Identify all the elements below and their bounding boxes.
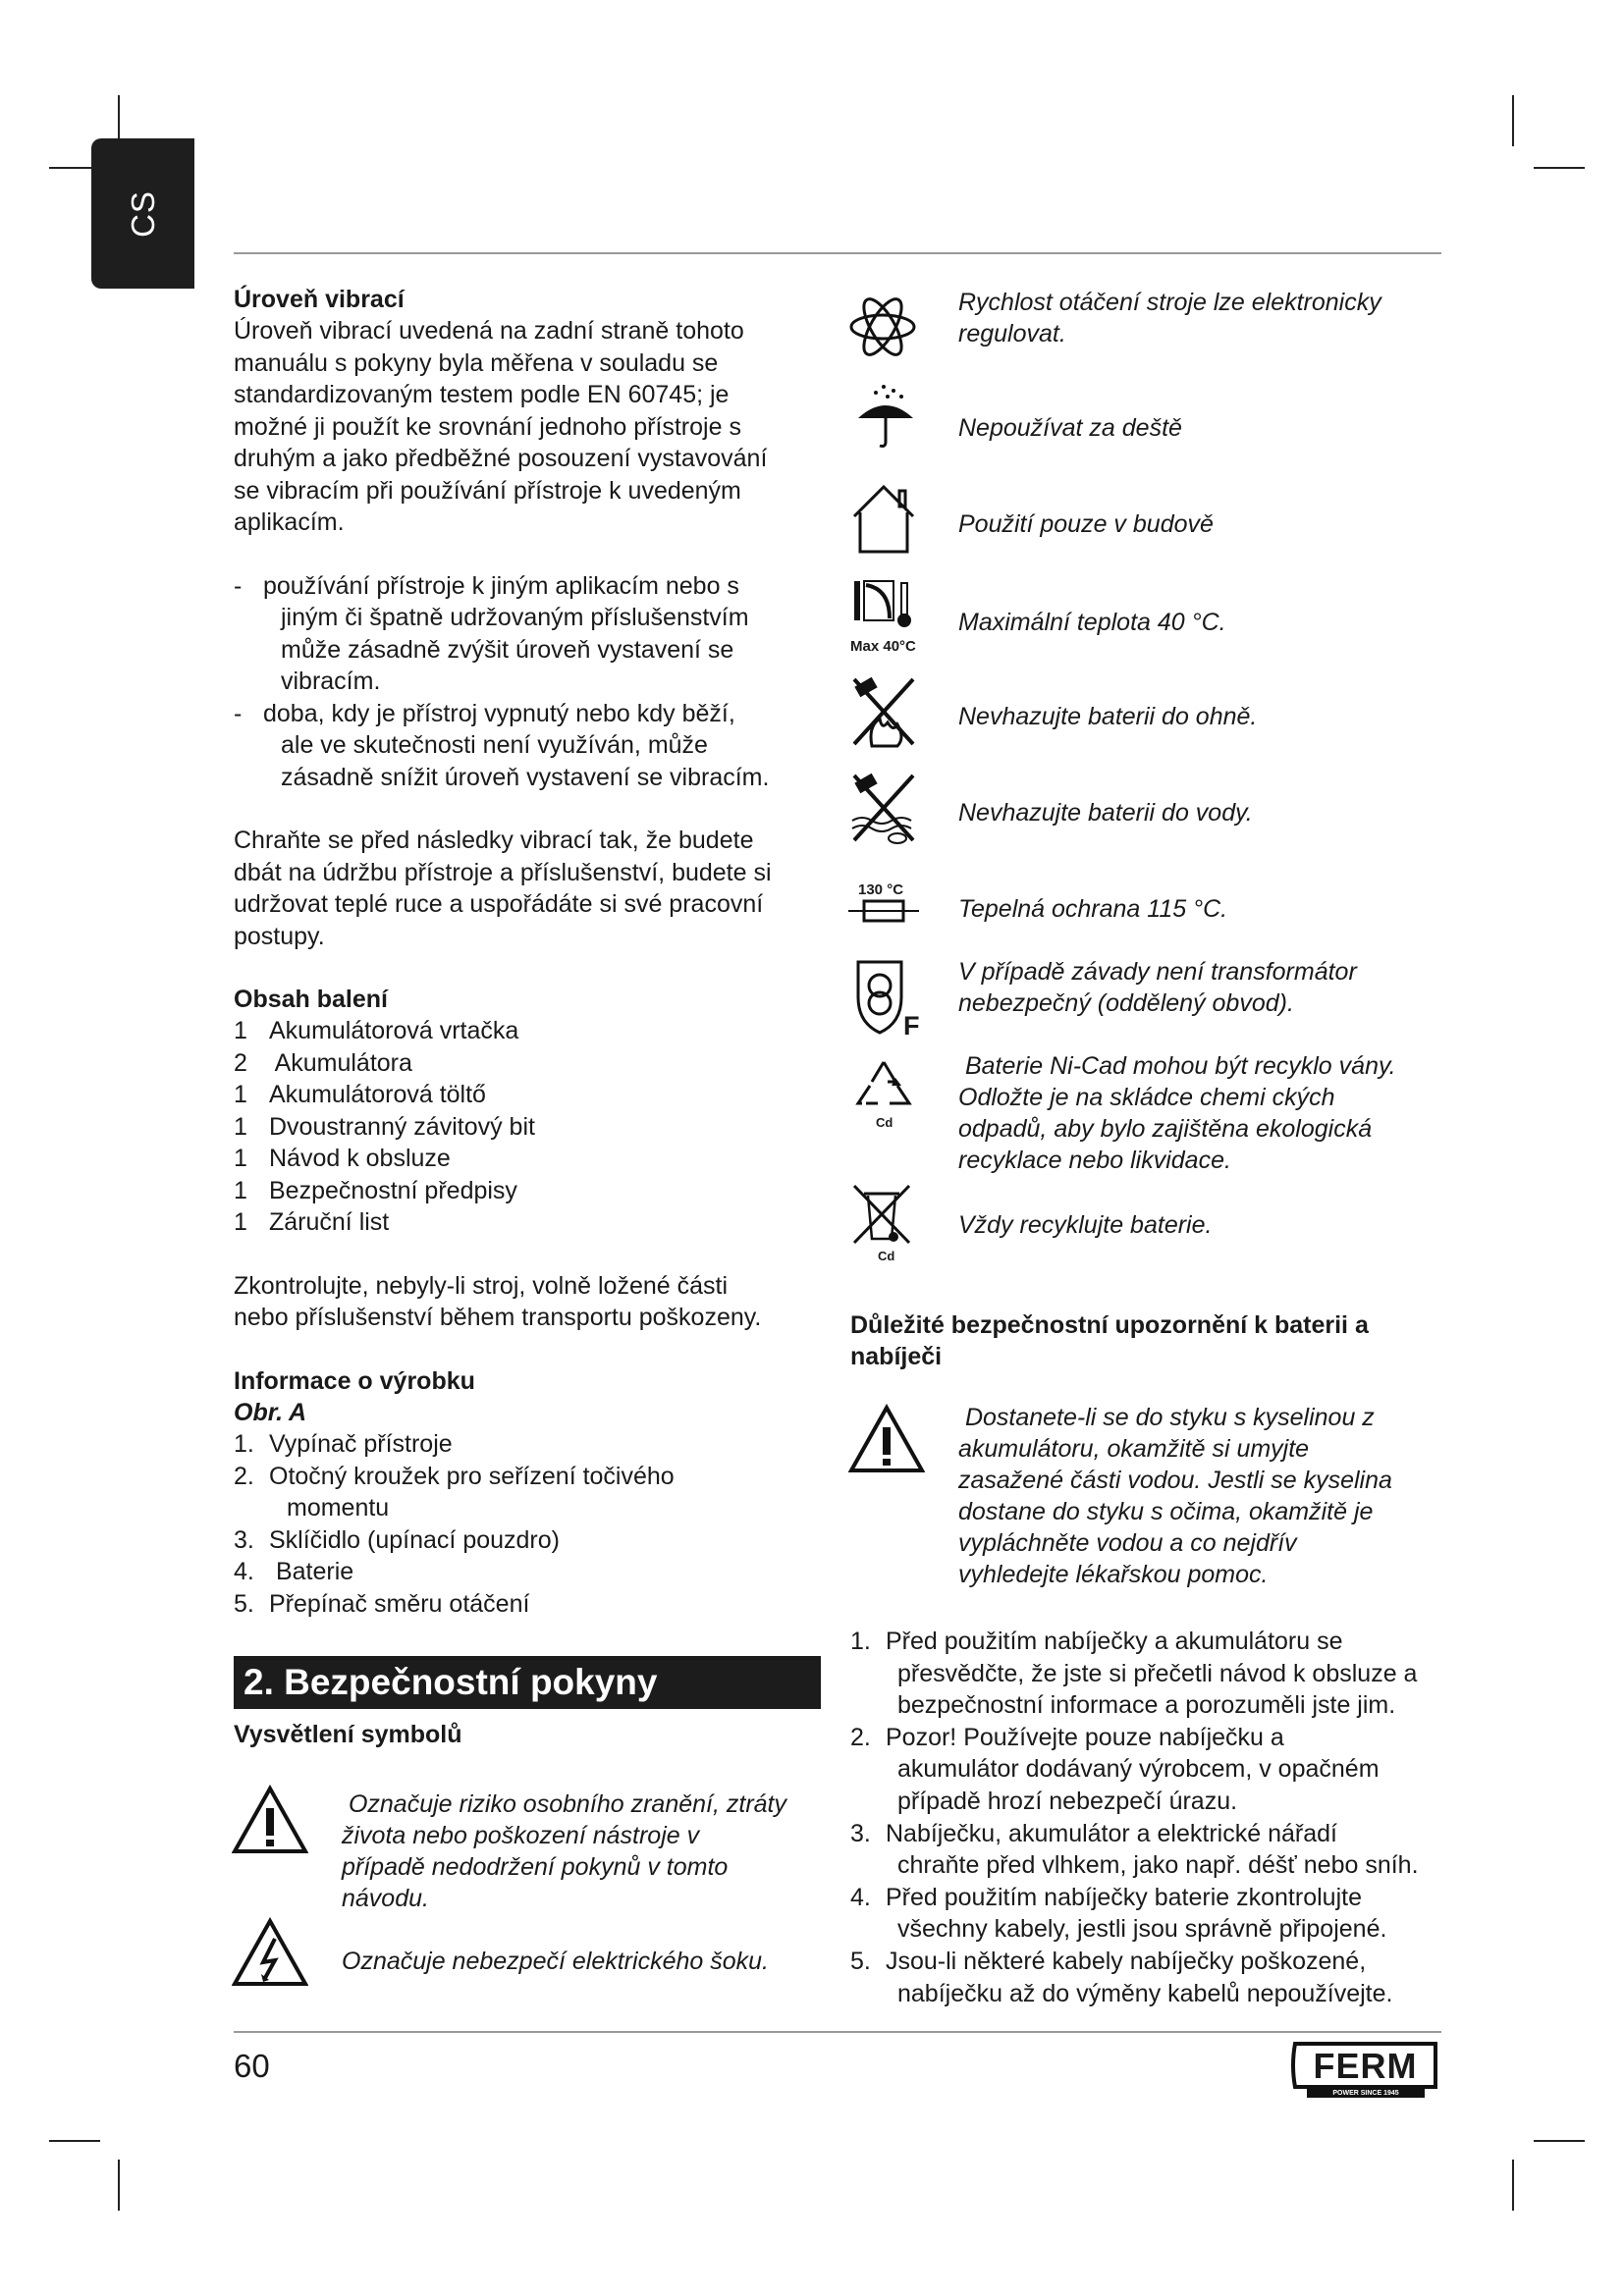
text-line: aplikacím. bbox=[234, 508, 345, 536]
text-line: ale ve skutečnosti není využíván, může bbox=[281, 731, 708, 759]
list-item: 1 Návod k obsluze bbox=[234, 1145, 451, 1172]
vibration-text bbox=[234, 315, 823, 539]
list-item: 1 Dvoustranný závitový bit bbox=[234, 1112, 535, 1141]
text-line: nebo příslušenství během transportu poškozeny. bbox=[234, 1304, 762, 1331]
text-line: standardizovaným testem podle EN 60745; je bbox=[234, 381, 730, 408]
list-item: 1. Před použitím nabíječky a akumulátoru se přesvědčte, že jste si přečetli návod k obsluze a bezpečnostní informace a porozuměli jste jim. bbox=[850, 1628, 1418, 1720]
text-line: zásadně snížit úroveň vystavení se vibracím. bbox=[281, 763, 770, 791]
info-figure-ref: Obr. A bbox=[234, 1398, 307, 1426]
recycle-icon bbox=[854, 1058, 913, 1111]
atom-icon bbox=[848, 293, 917, 361]
symbol-text: Maximální teplota 40 °C. bbox=[958, 609, 1226, 636]
acid-warning-text: Dostanete-li se do styku s kyselinou z akumulátoru, okamžitě si umyjte zasažené části vodou. Jestli se kyselina dostane do styku s očima, okamžitě je vypláchněte vodou a co nejdřív vyhledejte lékařskou pomoc. bbox=[958, 1404, 1392, 1588]
check-text bbox=[234, 1270, 823, 1334]
list-item: momentu bbox=[287, 1494, 390, 1522]
list-item: 1 Bezpečnostní předpisy bbox=[234, 1176, 517, 1204]
text-line: jiným či špatně udržovaným příslušenstvím bbox=[281, 604, 749, 631]
page-number: 60 bbox=[234, 2048, 270, 2084]
thermometer-label: Max 40°C bbox=[850, 638, 916, 655]
house-icon bbox=[848, 481, 919, 556]
text-line: Úroveň vibrací uvedená na zadní straně tohoto bbox=[234, 317, 744, 345]
text-line: manuálu s pokyny byla měřena v souladu se bbox=[234, 348, 719, 377]
no-water-battery-icon bbox=[848, 770, 919, 848]
fuse-label: 130 °C bbox=[858, 881, 904, 898]
symbol-text: Rychlost otáčení stroje lze elektronicky regulovat. bbox=[958, 289, 1381, 347]
section-heading: 2. Bezpečnostní pokyny bbox=[234, 1656, 821, 1709]
list-item: 1. Vypínač přístroje bbox=[234, 1430, 453, 1458]
contents-title: Obsah balení bbox=[234, 986, 388, 1013]
crossed-bin-icon bbox=[850, 1182, 913, 1253]
crop-mark bbox=[1534, 2140, 1585, 2142]
warning-text: Označuje riziko osobního zranění, ztráty života nebo poškození nástroje v případě nedodržení pokynů v tomto návodu. bbox=[342, 1790, 787, 1912]
symbol-text: Nepoužívat za deště bbox=[958, 414, 1182, 442]
header-rule bbox=[234, 252, 1441, 254]
left-column bbox=[234, 284, 823, 1620]
info-title: Informace o výrobku bbox=[234, 1366, 475, 1395]
list-item: 4. Baterie bbox=[234, 1558, 354, 1585]
fuse-icon bbox=[848, 897, 919, 925]
text-line: doba, kdy je přístroj vypnutý nebo kdy běží, bbox=[263, 699, 735, 727]
text-line: možné ji použít ke srovnání jednoho přístroje s bbox=[234, 412, 741, 441]
crop-mark bbox=[49, 2140, 100, 2142]
brand-name: FERM bbox=[1313, 2046, 1418, 2086]
symbol-text: V případě závady není transformátor nebezpečný (oddělený obvod). bbox=[958, 958, 1357, 1017]
warning-icon bbox=[848, 1404, 925, 1474]
text-line: se vibracím při používání přístroje k uvedeným bbox=[234, 476, 741, 505]
info-list bbox=[234, 1428, 823, 1620]
symbol-text: Tepelná ochrana 115 °C. bbox=[958, 895, 1228, 923]
text-line: Zkontrolujte, nebyly-li stroj, volně ložené části bbox=[234, 1271, 729, 1300]
ferm-logo bbox=[1289, 2040, 1441, 2101]
text-line: postupy. bbox=[234, 922, 325, 950]
recycle-label: Cd bbox=[876, 1115, 893, 1130]
crop-mark bbox=[1512, 95, 1514, 146]
language-tab-label: CS bbox=[124, 189, 161, 238]
list-item: 2 Akumulátora bbox=[234, 1048, 412, 1077]
crop-mark bbox=[1534, 167, 1585, 169]
electric-shock-text: Označuje nebezpečí elektrického šoku. bbox=[342, 1948, 769, 1975]
warning-icon bbox=[232, 1785, 308, 1855]
text-line: může zásadně zvýšit úroveň vystavení se bbox=[281, 635, 734, 664]
electric-shock-icon bbox=[232, 1917, 308, 1988]
list-item: 4. Před použitím nabíječky baterie zkontrolujte všechny kabely, jestli jsou správně připojené. bbox=[850, 1883, 1387, 1944]
crop-mark bbox=[1512, 2160, 1514, 2211]
text-line: dbát na údržbu přístroje a příslušenství, budete si bbox=[234, 858, 772, 886]
list-item: 5. Přepínač směru otáčení bbox=[234, 1589, 530, 1618]
battery-title: Důležité bezpečnostní upozornění k baterii a nabíječi bbox=[850, 1311, 1369, 1370]
crop-mark bbox=[118, 2160, 120, 2211]
symbol-text: Vždy recyklujte baterie. bbox=[958, 1211, 1213, 1239]
list-item: 3. Sklíčidlo (upínací pouzdro) bbox=[234, 1525, 560, 1554]
list-item: 1 Akumulátorová vrtačka bbox=[234, 1017, 519, 1044]
list-item: 1 Akumulátorová töltő bbox=[234, 1081, 486, 1108]
text-line: vibracím. bbox=[281, 667, 381, 695]
dash-item: - používání přístroje k jiným aplikacím nebo s jiným či špatně udržovaným příslušenstvím může zásadně zvýšit úroveň vystavení se vibracím. bbox=[234, 571, 749, 695]
bin-label: Cd bbox=[878, 1249, 895, 1263]
no-fire-battery-icon bbox=[848, 673, 919, 752]
brand-tagline: POWER SINCE 1945 bbox=[1332, 2090, 1399, 2097]
transformer-label: F bbox=[903, 1011, 920, 1041]
list-item: 5. Jsou-li některé kabely nabíječky poškozené, nabíječku až do výměny kabelů nepoužívejte. bbox=[850, 1947, 1393, 2007]
footer-rule bbox=[234, 2031, 1441, 2033]
symbol-text: Nevhazujte baterii do ohně. bbox=[958, 703, 1258, 730]
list-item: 2. Otočný kroužek pro seřízení točivého bbox=[234, 1462, 675, 1490]
contents-list bbox=[234, 1015, 823, 1239]
symbol-text: Baterie Ni-Cad mohou být recyklo vány. Odložte je na skládce chemi ckých odpadů, aby bylo zajištěna ekologická recyklace nebo likvidace. bbox=[958, 1052, 1396, 1174]
language-tab bbox=[91, 138, 194, 289]
vibration-title: Úroveň vibrací bbox=[234, 286, 405, 313]
symbol-text: Použití pouze v budově bbox=[958, 510, 1214, 538]
list-item: 1 Záruční list bbox=[234, 1208, 390, 1236]
dash-item: - doba, kdy je přístroj vypnutý nebo kdy běží, ale ve skutečnosti není využíván, může zásadně snížit úroveň vystavení se vibracím. bbox=[234, 699, 770, 791]
list-item: 2. Pozor! Používejte pouze nabíječku a akumulátor dodávaný výrobcem, v opačném případě hrozí nebezpečí úrazu. bbox=[850, 1723, 1380, 1815]
text-line: používání přístroje k jiným aplikacím nebo s bbox=[263, 571, 739, 600]
battery-rules-list bbox=[850, 1626, 1459, 2009]
umbrella-rain-icon bbox=[854, 383, 917, 450]
text-line: Chraňte se před následky vibrací tak, že budete bbox=[234, 827, 754, 854]
text-line: udržovat teplé ruce a uspořádáte si své pracovní bbox=[234, 890, 764, 918]
symbol-text: Nevhazujte baterii do vody. bbox=[958, 799, 1253, 827]
safety-transformer-icon bbox=[852, 958, 911, 1037]
text-line: druhým a jako předběžné posouzení vystavování bbox=[234, 445, 768, 472]
list-item: 3. Nabíječku, akumulátor a elektrické nářadí chraňte před vlhkem, jako např. déšť nebo sníh. bbox=[850, 1819, 1419, 1880]
protect-text bbox=[234, 825, 823, 952]
symbols-title: Vysvětlení symbolů bbox=[234, 1721, 462, 1748]
